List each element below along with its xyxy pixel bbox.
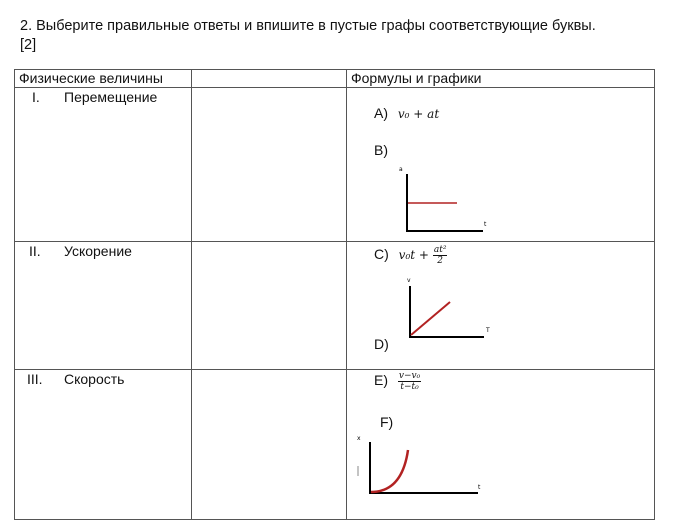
answer-table: [14, 69, 655, 520]
row-3-numeral: III.: [27, 371, 43, 387]
table-border-right: [654, 69, 655, 520]
option-c: [374, 245, 447, 266]
question-score: [2]: [20, 37, 37, 53]
option-c-y-label: v: [407, 277, 411, 284]
option-c-formula: v₀t +: [398, 248, 429, 263]
option-b-x-label: t: [484, 221, 487, 228]
row-1-numeral: I.: [32, 89, 40, 105]
option-b-y-label: a: [399, 166, 403, 173]
option-e: [374, 371, 421, 392]
table-border-left: [14, 69, 15, 520]
option-e-letter: E): [374, 372, 388, 389]
option-e-fraction: [398, 371, 421, 392]
option-c-fraction-numerator: at²: [433, 245, 447, 255]
question-number: 2.: [20, 18, 33, 34]
option-c-fraction: [433, 245, 448, 266]
row-1-label: Перемещение: [64, 89, 158, 105]
option-c-curve: [411, 302, 450, 335]
option-c-x-label: T: [486, 327, 490, 334]
question-text: [20, 18, 596, 35]
option-a: [374, 105, 439, 121]
option-f-letter: F): [380, 414, 394, 430]
answer-cell-1[interactable]: [192, 88, 345, 240]
row-2-label: Ускорение: [64, 243, 132, 259]
option-a-formula: v₀ + at: [397, 107, 440, 121]
header-formulas-graphs: Формулы и графики: [351, 70, 482, 86]
option-c-fraction-denominator: 2: [437, 256, 443, 266]
option-b-letter: B): [374, 142, 388, 158]
option-f-y-label: x: [357, 435, 361, 442]
header-physical-quantities: Физические величины: [19, 70, 163, 86]
option-e-fraction-denominator: t−t₀: [400, 382, 419, 392]
option-d-letter: D): [374, 336, 389, 352]
option-b-graph: [397, 164, 492, 234]
option-f-curve: [371, 450, 408, 492]
question-prompt: Выберите правильные ответы и впишите в пустые графы соответствующие буквы.: [36, 18, 596, 34]
option-f-x-label: t: [478, 484, 481, 491]
column-divider-2: [346, 69, 347, 520]
table-border-bottom: [14, 519, 655, 520]
option-c-letter: C): [374, 246, 389, 263]
answer-cell-3[interactable]: [192, 370, 345, 518]
row-3-label: Скорость: [64, 371, 125, 387]
option-a-letter: A): [374, 105, 388, 121]
option-f-graph: [354, 434, 494, 496]
option-e-fraction-numerator: v−v₀: [398, 371, 421, 381]
answer-cell-2[interactable]: [192, 242, 345, 368]
row-2-numeral: II.: [29, 243, 41, 259]
option-c-graph: [402, 276, 497, 341]
